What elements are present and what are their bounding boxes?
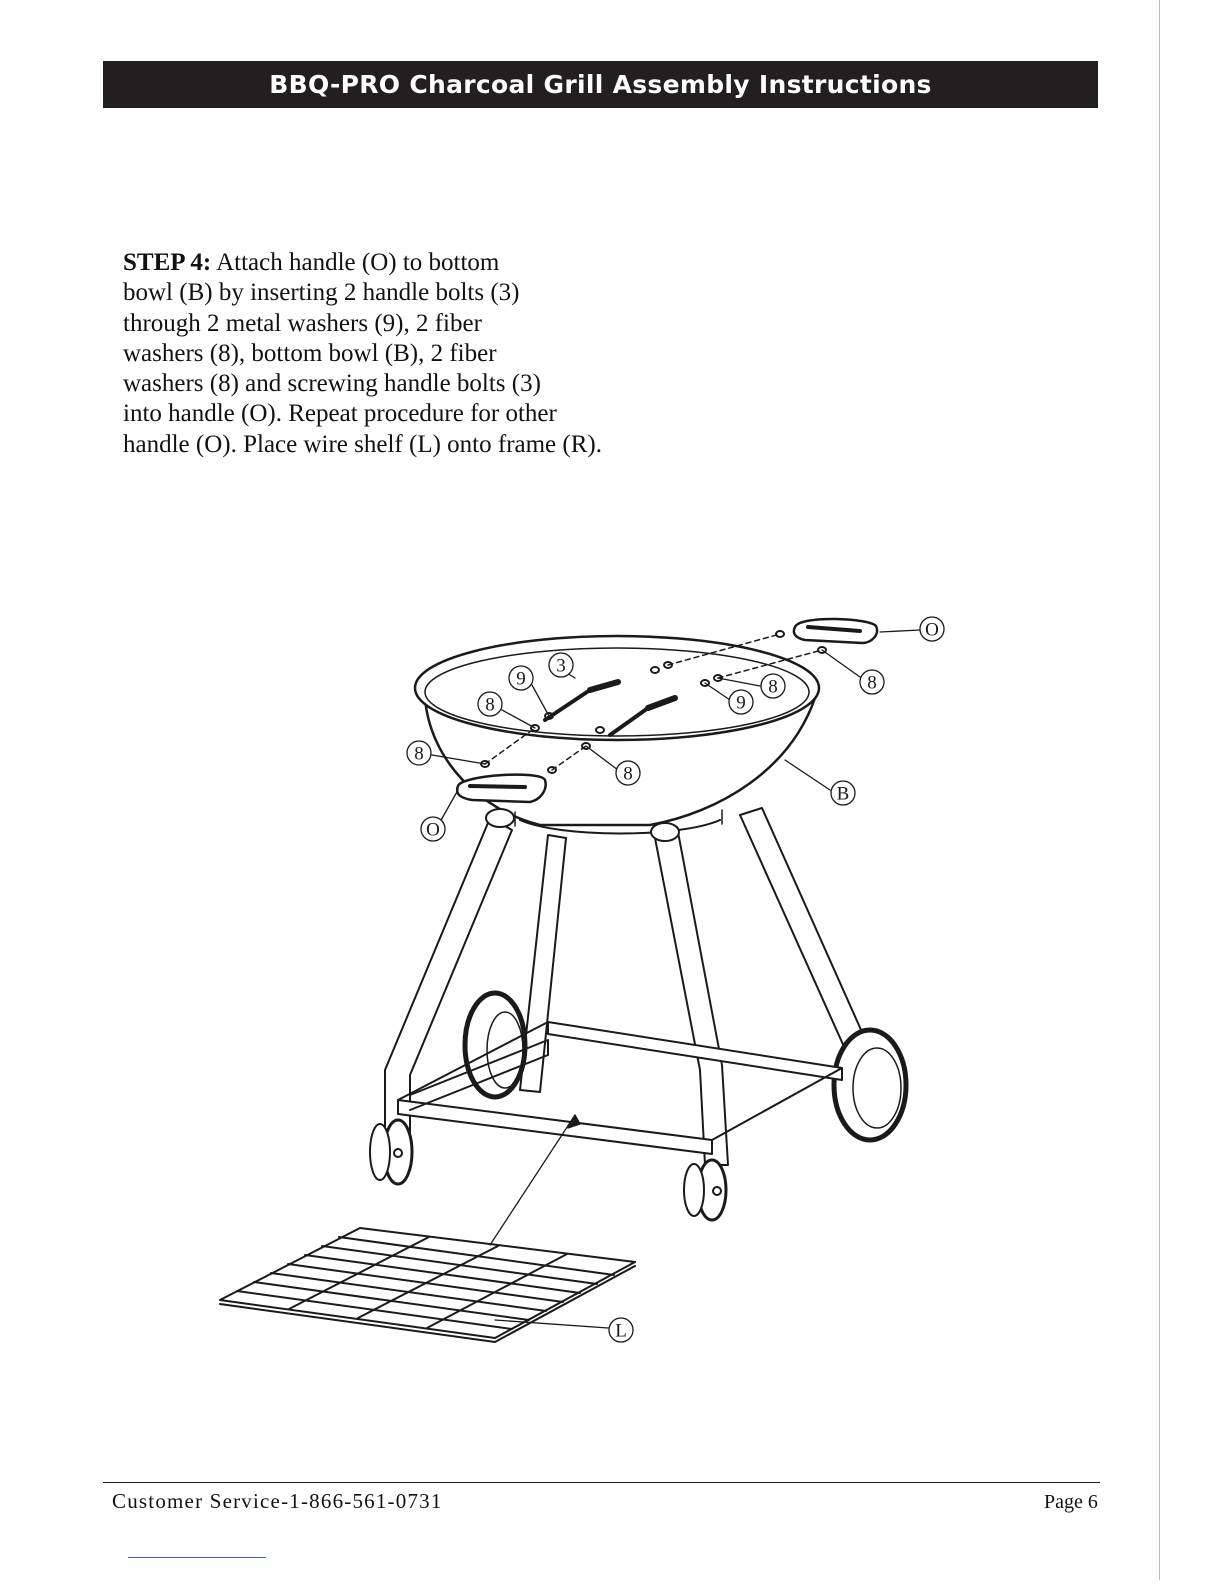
- page-number: Page 6: [1044, 1491, 1098, 1513]
- callout-washer-9-b: 9: [516, 668, 526, 690]
- callout-bolt-3: 3: [556, 655, 566, 677]
- callout-washer-8-b: 8: [768, 676, 778, 698]
- callout-wire-shelf: L: [615, 1320, 627, 1342]
- step-line-6: into handle (O). Repeat procedure for other: [123, 400, 557, 428]
- step-line-4: washers (8), bottom bowl (B), 2 fiber: [123, 339, 497, 367]
- bowl-illustration: [415, 636, 819, 834]
- callout-washer-8-c: 8: [485, 694, 495, 716]
- callout-handle-right: O: [925, 619, 939, 641]
- callout-washer-8-d: 8: [414, 743, 424, 765]
- callout-washer-8-e: 8: [623, 763, 633, 785]
- step-line-1: Attach handle (O) to bottom: [211, 249, 500, 276]
- step-line-7: handle (O). Place wire shelf (L) onto frame (R).: [123, 430, 602, 458]
- link-underline: [128, 1557, 266, 1558]
- callout-washer-9-a: 9: [736, 692, 746, 714]
- callout-handle-left: O: [426, 819, 440, 841]
- header-bar: [103, 61, 1098, 108]
- callout-washer-8-a: 8: [867, 672, 877, 694]
- step-label: STEP 4:: [123, 249, 212, 276]
- footer-rule: [103, 1482, 1100, 1483]
- grill-assembly-diagram: [200, 600, 960, 1360]
- page-title: BBQ-PRO Charcoal Grill Assembly Instructions: [269, 70, 932, 99]
- callout-bowl: B: [836, 783, 850, 805]
- step-instructions: [123, 248, 663, 460]
- customer-service-text: Customer Service-1-866-561-0731: [112, 1489, 443, 1513]
- step-line-2: bowl (B) by inserting 2 handle bolts (3): [123, 279, 520, 307]
- step-line-5: washers (8) and screwing handle bolts (3): [123, 370, 541, 398]
- step-line-3: through 2 metal washers (9), 2 fiber: [123, 309, 482, 337]
